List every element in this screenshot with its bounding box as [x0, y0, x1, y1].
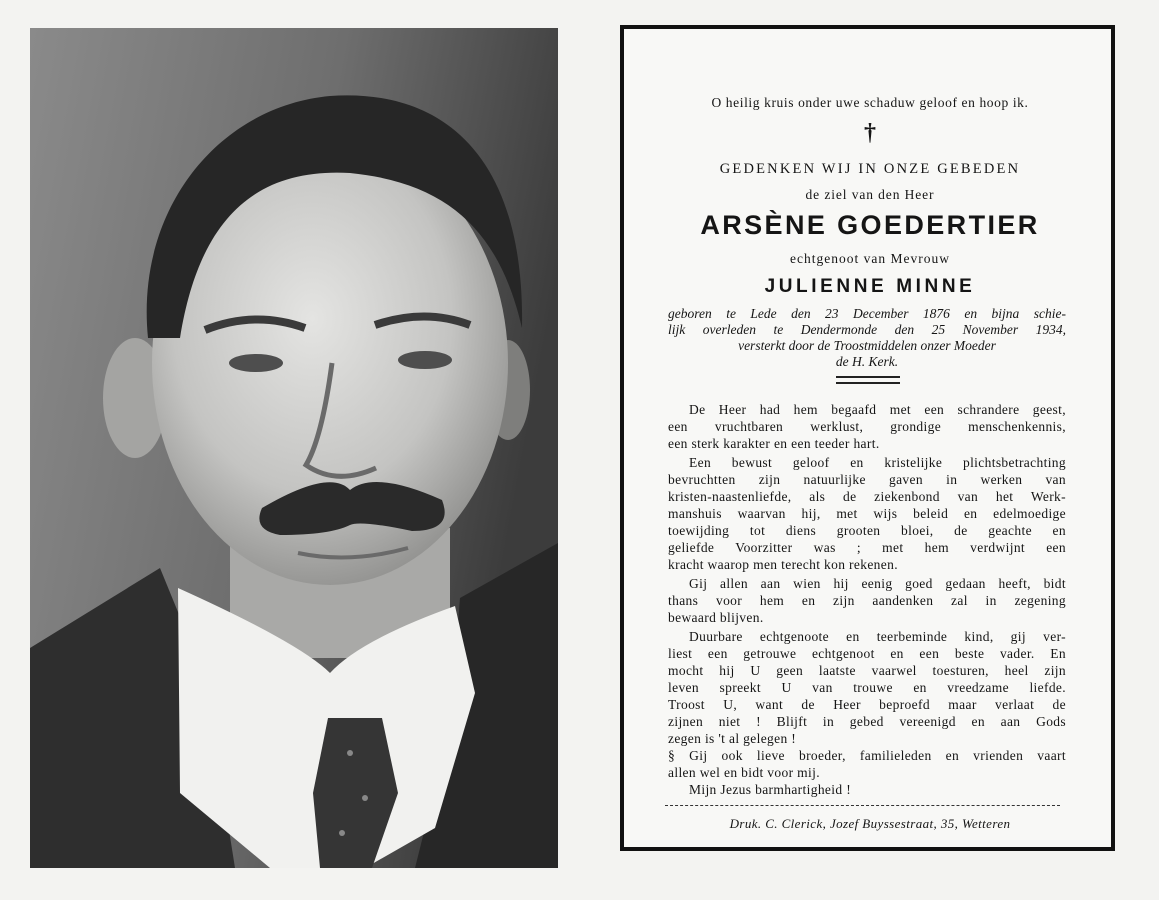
- body-line: leven spreekt U van trouwe en vreedzame liefde.: [668, 680, 1066, 695]
- body-line: § Gij ook lieve broeder, familieleden en vrienden vaart: [668, 748, 1066, 763]
- card-body-text: [668, 401, 1066, 798]
- footer-rule: [665, 805, 1060, 806]
- divider-rule: [836, 382, 900, 384]
- body-line: bevruchtten zijn natuurlijke gaven in werken van: [668, 472, 1066, 487]
- birth-death-notice: [668, 306, 1066, 370]
- left-eye: [229, 354, 283, 372]
- body-line: manshuis waarvan hij, met wijs beleid en edelmoedige: [668, 506, 1066, 521]
- body-line: toewijding tot diens grooten bloei, de geachte en: [668, 523, 1066, 538]
- body-line: Een bewust geloof en kristelijke plichtsbetrachting: [689, 455, 1066, 470]
- body-line: geliefde Voorzitter was ; met hem verdwijnt een: [668, 540, 1066, 555]
- body-line: liest een getrouwe echtgenoot en een beste vader. En: [668, 646, 1066, 661]
- body-line: zegen is 't al gelegen !: [668, 731, 797, 746]
- cross-icon: †: [864, 120, 876, 146]
- spouse-name: JULIENNE MINNE: [764, 276, 976, 297]
- soul-line: de ziel van den Heer: [805, 187, 935, 202]
- body-line: kracht waarop men terecht kon rekenen.: [668, 557, 898, 572]
- card-heading: GEDENKEN WIJ IN ONZE GEBEDEN: [719, 161, 1021, 177]
- birth-death-line: versterkt door de Troostmiddelen onzer Moeder: [738, 338, 996, 353]
- body-line: mocht hij U geen laatste vaarwel toesturen, heel zijn: [668, 663, 1066, 678]
- birth-death-line: lijk overleden te Dendermonde den 25 November 1934,: [668, 322, 1066, 337]
- deceased-name: ARSÈNE GOEDERTIER: [700, 210, 1040, 240]
- body-line: De Heer had hem begaafd met een schrandere geest,: [689, 402, 1066, 417]
- tie-dot: [362, 795, 368, 801]
- body-line: allen wel en bidt voor mij.: [668, 765, 820, 780]
- right-eye: [398, 351, 452, 369]
- body-line: zijnen niet ! Blijft in gebed vereenigd en aan Gods: [668, 714, 1066, 729]
- body-line: bewaard blijven.: [668, 610, 764, 625]
- tie-dot: [347, 750, 353, 756]
- printer-footer: Druk. C. Clerick, Jozef Buyssestraat, 35, Wetteren: [729, 816, 1011, 831]
- body-line: een vruchtbaren werklust, grondige menschenkennis,: [668, 419, 1066, 434]
- tie-dot: [339, 830, 345, 836]
- body-line: Gij allen aan wien hij eenig goed gedaan heeft, bidt: [689, 576, 1066, 591]
- body-line: Duurbare echtgenoote en teerbeminde kind, gij ver-: [689, 629, 1066, 644]
- body-line: Troost U, want de Heer beproefd maar verlaat de: [668, 697, 1066, 712]
- body-line: een sterk karakter en een teeder hart.: [668, 436, 880, 451]
- portrait-photo: [30, 28, 558, 868]
- birth-death-line: de H. Kerk.: [835, 354, 899, 369]
- body-line: kristen-naastenliefde, als de ziekenbond van het Werk-: [668, 489, 1066, 504]
- portrait-image: [30, 28, 558, 868]
- divider-rule: [836, 376, 900, 378]
- body-line: thans voor hem en zijn aandenken zal in zegening: [668, 593, 1066, 608]
- card-motto: O heilig kruis onder uwe schaduw geloof en hoop ik.: [711, 95, 1029, 110]
- body-line: Mijn Jezus barmhartigheid !: [689, 782, 852, 797]
- birth-death-line: geboren te Lede den 23 December 1876 en bijna schie-: [668, 306, 1066, 321]
- spouse-intro: echtgenoot van Mevrouw: [790, 251, 950, 266]
